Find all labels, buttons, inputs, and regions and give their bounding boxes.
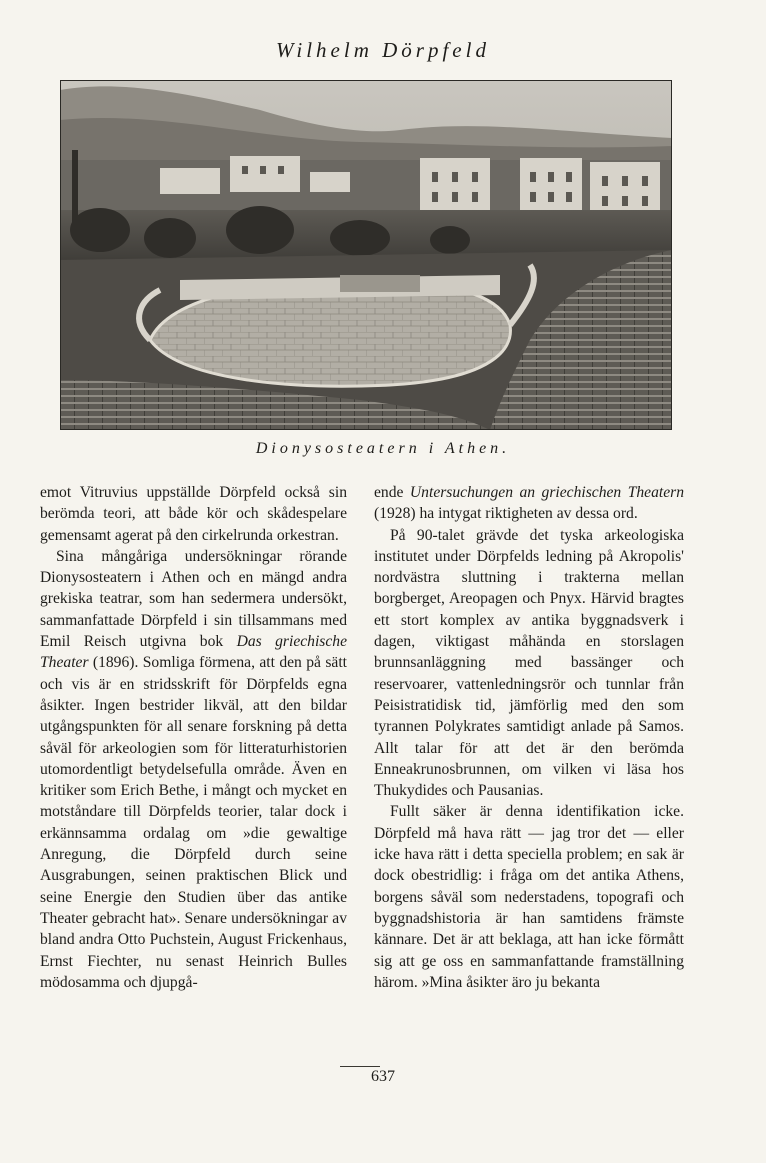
left-column bbox=[40, 482, 347, 993]
book-title: Untersuchungen an griechischen Theatern bbox=[409, 484, 684, 501]
paragraph: Fullt säker är denna identifikation icke. Dörpfeld må hava rätt — jag tror det — eller icke hava rätt i detta speciella problem; en sak är dock obestridlig: i fråga om det antika Athens, borgens såväl som nederstadens, topografi och byggnadshistoria är han samtidens främste kännare. Det är att beklaga, att han icke förmått sig att ge oss en sammanfattande framställning härom. »Mina åsikter äro ju bekanta bbox=[374, 803, 684, 991]
theatre-photograph bbox=[60, 80, 672, 430]
folio-rule bbox=[340, 1066, 380, 1067]
paragraph: ende Untersuchungen an griechischen Theatern (1928) ha intygat riktigheten av dessa ord. bbox=[374, 484, 684, 523]
paragraph: emot Vitruvius uppställde Dörpfeld också sin berömda teori, att både kör och skådespelare gemensamt agerat på den cirkelrunda orkestran. bbox=[40, 484, 347, 544]
paragraph: På 90-talet grävde det tyska arkeologiska institutet under Dörpfelds ledning på Akropolis' nordvästra sluttning i trakterna mellan borgberget, Areopagen och Pnyx. Härvid bragtes ett stort komplex av antika byggnadsverk i dagen, viktigast måhända en storslagen brunnsanläggning med bassänger och reservoarer, vattenledningsrör och tunnlar från Peisistratidisk tid, jämförlig med den som tyrannen Polykrates samtidigt anlade på Samos. Allt talar för att det är den berömda Enneakrunosbrunnen, om vilken vi läsa hos Thukydides och Pausanias. bbox=[374, 526, 684, 800]
running-head: Wilhelm Dörpfeld bbox=[276, 38, 490, 62]
theatre-photo-illustration bbox=[60, 80, 672, 430]
right-column bbox=[374, 482, 684, 993]
book-title: Das griechische Theater bbox=[40, 633, 347, 672]
paragraph: Sina mångåriga undersökningar rörande Dionysosteatern i Athen och en mängd andra grekiska teatrar, som han sedermera undersökt, sammanfattade Dörpfeld i sin tillsammans med Emil Reisch utgivna bok Das griechische Theater (1896). Somliga förmena, att den på sätt och vis är en stridsskrift för Dörpfelds egna åsikter. Ingen bestrider likväl, att den bildar utgångspunkten för all senare forskning på detta såväl för arkeologien som för litteraturhistorien utomordentligt betydelsefulla område. Även en kritiker som Erich Bethe, i mångt och mycket en motståndare till Dörpfelds teorier, talar dock i erkännsamma ordalag om »die gewaltige Anregung, die Dörpfeld durch seine Ausgrabungen, seinen praktischen Blick und seine Energie den Studien über das antike Theater gebracht hat». Senare undersökningar av bland andra Otto Puchstein, August Frickenhaus, Ernst Fiechter, nu senast Heinrich Bulles mödosamma och djupgå- bbox=[40, 547, 347, 991]
page-number: 637 bbox=[371, 1068, 395, 1085]
figure-caption: Dionysosteatern i Athen. bbox=[255, 440, 511, 457]
